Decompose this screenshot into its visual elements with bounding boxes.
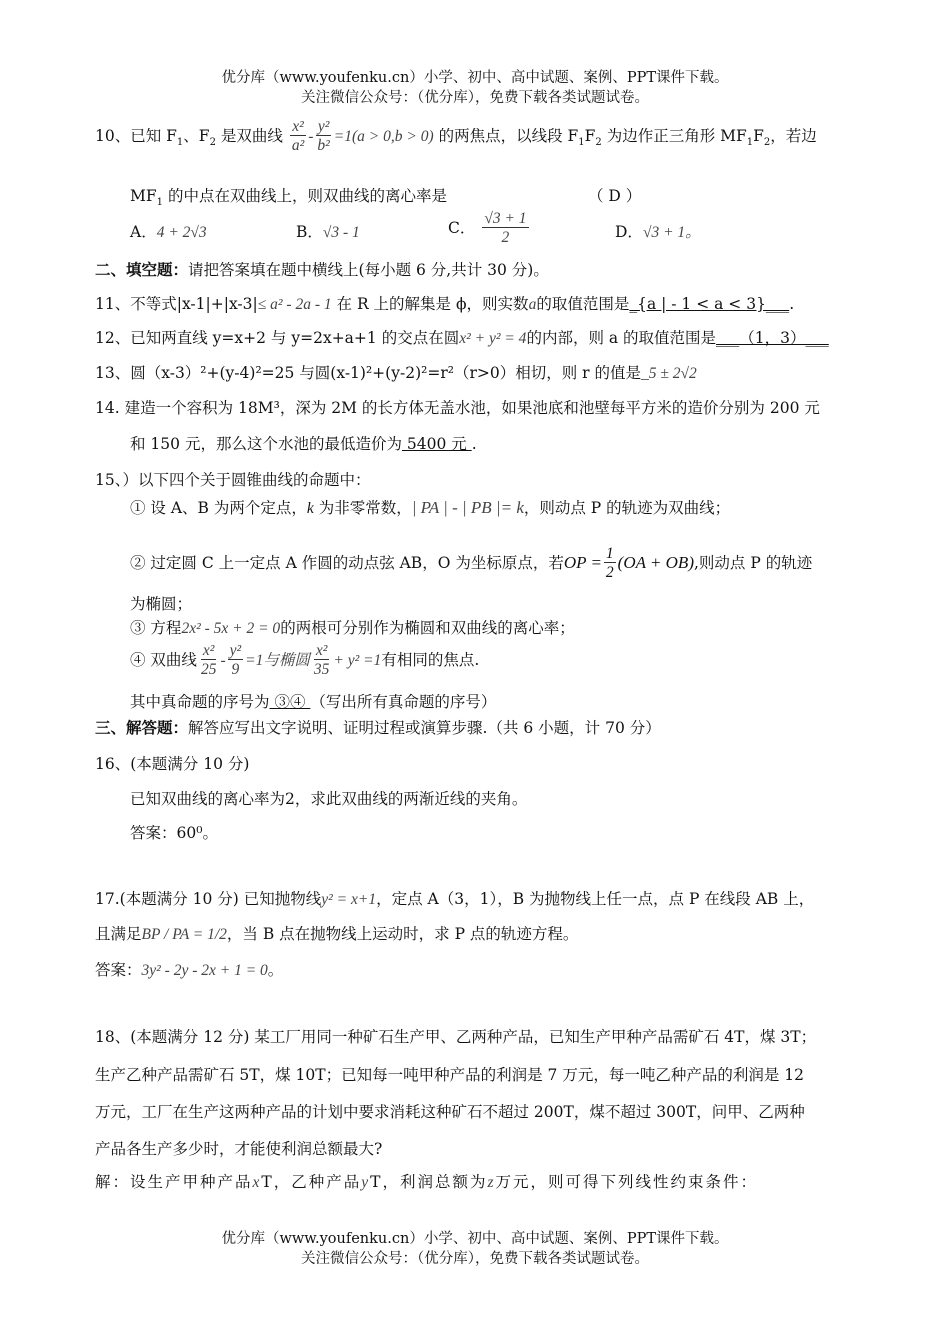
q10-option-d [615,220,701,242]
fraction-y2-9: $\frac{\text{y²}}{9}$ [229,642,242,679]
q17-text: 已知抛物线 [243,890,322,908]
section-3-heading [95,716,661,738]
parabola-formula: y² = x+1 [321,891,377,908]
q10-text: 已知 F [130,127,177,146]
question-score: (本题满分 12 分) [130,1028,250,1046]
question-14 [95,396,820,418]
q13-answer: _5 ± 2√2 [640,365,697,382]
option-value: $\frac{√3 + 1}{2}$ [484,210,527,247]
q10-text: 的两焦点，以线段 F [438,127,579,146]
q10-text: 的中点在双曲线上，则双曲线的离心率是 [163,187,447,205]
quadratic-formula: 2x² - 5x + 2 = 0 [181,620,281,637]
q10-option-a [130,220,207,242]
question-number: 12、 [95,329,131,347]
fraction-half: $\frac{1}{2}$ [605,545,614,582]
variable-x: x [252,1174,262,1191]
q10-line-2 [130,184,447,208]
question-score: (本题满分 10 分) [119,890,239,908]
question-15 [95,468,371,490]
q12-answer: ___（1，3）___ [716,329,829,347]
math-minus: - [220,652,226,670]
q10-text: ，若边 [770,127,817,146]
q18-solution [95,1170,758,1192]
q14-text: 建造一个容积为 18M³，深为 2M 的长方体无盖水池，如果池底和池壁每平方米的造价分别为 200 元 [124,399,820,417]
header-line-2: 关注微信公众号：（优分库），免费下载各类试题试卷。 [301,90,649,106]
q16-text: 已知双曲线的离心率为2，求此双曲线的两渐近线的夹角。 [130,790,528,808]
question-13 [95,361,697,383]
q11-text: . [789,295,795,313]
q14-text: . [471,435,477,453]
answer-end: 。 [267,961,284,979]
answer-label: 答案： [130,824,177,842]
question-number: 13、 [95,364,131,382]
vector-formula: OP = [563,553,602,573]
q15-text: ④ 双曲线 [130,651,197,670]
option-value: 4 + 2√3 [156,224,207,241]
subscript: 2 [595,137,602,149]
q18-text: T，乙种产品 [261,1173,362,1191]
q18-line-4: 产品各生产多少时，才能使利润总额最大? [95,1140,383,1158]
question-number: 18、 [95,1028,131,1046]
hyperbola-condition: =1(a > 0,b > 0) [333,128,434,146]
q11-text: 的取值范围是 [536,295,630,313]
q15-text: 有相同的焦点. [381,651,480,670]
section-description: 解答应写出文字说明、证明过程或演算步骤.（共 6 小题，计 70 分） [188,719,661,737]
q14-answer: 5400 元 [401,435,472,453]
variable-k: k [306,500,314,517]
option-value: √3 - 1 [322,224,360,241]
q14-line-2 [130,432,477,454]
option-label: A． [130,223,157,241]
subscript: 2 [763,137,771,149]
q10-option-c [448,210,531,248]
q17-line-2 [95,922,578,944]
question-18 [95,1025,816,1047]
q17-text: ，当 B 点在抛物线上运动时，求 P 点的轨迹方程。 [226,925,579,943]
q15-text: 其中真命题的序号为 [130,693,270,711]
question-10 [95,118,817,156]
q15-text: ② 过定圆 C 上一定点 A 作圆的动点弦 AB，O 为坐标原点，若 [130,554,564,573]
q12-text: 已知两直线 y=x+2 与 y=2x+a+1 的交点在圆 [130,329,460,347]
q11-text: 不等式|x-1|+|x-3| [130,295,258,313]
q18-line-2: 生产乙种产品需矿石 5T，煤 10T；已知每一吨甲种产品的利润是 7 万元，每一吨乙种产品的利润是 12 [95,1066,804,1084]
q15-answer: ③④ [269,693,311,711]
question-11 [95,292,794,314]
header-line-1: 优分库（www.youfenku.cn）小学、初中、高中试题、案例、PPT课件下载。 [221,70,729,86]
q18-text: 解：设生产甲种产品 [95,1173,253,1191]
q11-answer: _{a | - 1 < a < 3}___ [629,295,790,313]
question-number: 11、 [95,295,131,313]
question-score: (本题满分 10 分) [130,755,250,773]
subscript: 1 [156,197,164,209]
q15-text: ,则动点 P 的轨迹 [693,554,813,573]
math-minus: - [308,128,314,146]
question-number: 14. [95,399,120,417]
q15-text: ① 设 A、B 为两个定点， [130,499,307,517]
option-label: B． [296,223,323,241]
q15-text: ③ 方程 [130,619,182,637]
q15-text: ，则动点 P 的轨迹为双曲线； [523,499,731,517]
q11-text: 在 R 上的解集是 ϕ，则实数 [331,295,529,313]
circle-formula: x² + y² = 4 [459,330,527,347]
q15-proposition-2 [130,545,812,583]
question-12 [95,326,829,348]
question-number: 10、 [95,127,131,146]
math-text: + y² =1 [333,652,382,670]
math-text: =1与椭圆 [245,652,310,670]
fraction-y2-b2: $\frac{\text{y²}}{\text{b²}}$ [317,118,330,155]
q18-text: 某工厂用同一种矿石生产甲、乙两种产品，已知生产甲种产品需矿石 4T，煤 3T； [254,1028,817,1046]
section-title: 三、解答题： [95,718,189,737]
q10-text: 是双曲线 [215,127,283,146]
q10-text: F [753,127,764,146]
q18-line-3: 万元，工厂在生产这两种产品的计划中要求消耗这种矿石不超过 200T，煤不超过 300T，问甲、乙两种 [95,1103,805,1121]
question-number: 16、 [95,755,131,773]
q12-text: 的内部，则 a 的取值范围是 [526,329,717,347]
variable-z: z [487,1174,496,1191]
option-label: C． [448,219,476,238]
q15-proposition-4 [130,642,479,680]
ratio-formula: BP / PA = 1/2 [141,926,227,943]
section-description: 请把答案填在题中横线上(每小题 6 分,共计 30 分)。 [188,261,549,279]
q17-text: 且满足 [95,925,142,943]
subscript: 1 [578,137,585,149]
subscript: 2 [209,137,216,149]
subscript: 1 [176,137,184,149]
q10-option-b [296,220,360,242]
q15-conclusion [130,690,496,712]
q15-proposition-1 [130,496,730,518]
q16-answer [130,821,218,843]
q14-text: 和 150 元，那么这个水池的最低造价为 [130,435,402,453]
q15-proposition-2-cont: 为椭圆； [130,595,193,613]
fraction-x2-25: $\frac{\text{x²}}{25}$ [200,642,217,679]
fraction-x2-35: $\frac{\text{x²}}{35}$ [313,642,330,679]
q10-answer: （ D ） [588,187,642,205]
q15-proposition-3 [130,616,575,638]
question-number: 15、 [95,471,123,489]
q15-text: 为非零常数， [313,499,412,517]
option-label: D． [615,223,643,241]
option-value: √3 + 1。 [642,224,701,241]
q13-text: 圆（x-3）²+(y-4)²=25 与圆(x-1)²+(y-2)²=r²（r>0）相切，则 r 的值是 [130,364,641,382]
footer-line-2: 关注微信公众号：（优分库），免费下载各类试题试卷。 [301,1251,649,1267]
q10-text: 为边作正三角形 MF [601,127,747,146]
variable-y: y [361,1174,371,1191]
q10-text: MF [130,187,157,205]
inequality-formula: ≤ a² - 2a - 1 [257,296,332,313]
q10-text: F [584,127,596,146]
vector-formula: (OA + OB) [617,553,694,573]
q18-text: T，利润总额为 [370,1173,488,1191]
answer-value: 60⁰。 [176,824,218,842]
q15-intro: ）以下四个关于圆锥曲线的命题中： [122,471,371,489]
q17-answer [95,958,283,980]
section-title: 二、填空题： [95,260,189,279]
q15-text: 的两根可分别作为椭圆和双曲线的离心率； [280,619,575,637]
question-number: 17. [95,890,120,908]
subscript: 1 [746,137,754,149]
fraction-x2-a2: $\frac{\text{x²}}{\text{a²}}$ [291,118,305,155]
answer-value: 3y² - 2y - 2x + 1 = 0 [141,962,268,979]
q17-text: ，定点 A（3，1），B 为抛物线上任一点，点 P 在线段 AB 上， [376,890,815,908]
q18-text: 万元，则可得下列线性约束条件： [495,1173,759,1191]
abs-formula: | PA | - | PB |= k [411,498,524,517]
section-2-heading [95,258,549,280]
footer-line-1: 优分库（www.youfenku.cn）小学、初中、高中试题、案例、PPT课件下载。 [221,1231,729,1247]
variable-a: a [528,296,537,313]
question-17 [95,887,814,909]
answer-label: 答案： [95,961,142,979]
q10-text: 、F [183,127,210,146]
question-16 [95,752,249,774]
q15-text: （写出所有真命题的序号） [310,693,497,711]
